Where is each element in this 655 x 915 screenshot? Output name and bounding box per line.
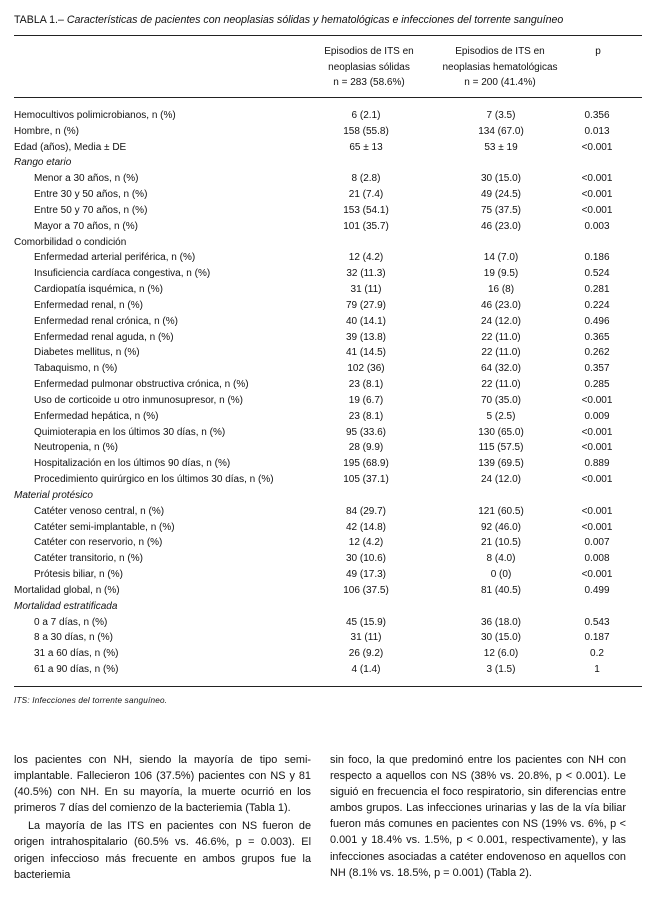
row-label: Procedimiento quirúrgico en los últimos 30 días, n (%) <box>34 474 274 486</box>
table-row <box>14 187 642 203</box>
table-body <box>14 108 642 678</box>
table-row <box>14 298 642 314</box>
cell-hematologic: 8 (4.0) <box>486 553 516 565</box>
body-text-left-column <box>14 752 311 883</box>
cell-solid: 153 (54.1) <box>343 204 389 216</box>
table-row <box>14 282 642 298</box>
cell-hematologic: 53 ± 19 <box>484 141 518 153</box>
cell-solid: 79 (27.9) <box>345 299 387 311</box>
row-label: Catéter venoso central, n (%) <box>34 505 165 517</box>
cell-p-value: <0.001 <box>581 141 613 153</box>
row-label: Enfermedad renal, n (%) <box>34 299 143 311</box>
cell-hematologic: 22 (11.0) <box>481 347 521 359</box>
column-header-solid <box>296 44 442 91</box>
table-row <box>14 377 642 393</box>
cell-p-value: 0.356 <box>584 110 610 121</box>
cell-p-value: 0.187 <box>584 632 610 644</box>
table-top-rule <box>14 35 642 36</box>
table-row <box>14 615 642 631</box>
column-header-line: neoplasias sólidas <box>328 61 410 73</box>
cell-hematologic: 14 (7.0) <box>483 252 519 264</box>
cell-solid: 12 (4.2) <box>348 252 384 264</box>
cell-solid: 102 (36) <box>347 363 385 375</box>
cell-hematologic: 16 (8) <box>487 284 515 296</box>
table-row <box>14 440 642 456</box>
row-label: Comorbilidad o condición <box>14 236 127 248</box>
cell-p-value: 0.003 <box>584 220 610 232</box>
cell-hematologic: 130 (65.0) <box>478 426 524 438</box>
cell-solid: 42 (14.8) <box>345 521 387 533</box>
cell-hematologic: 81 (40.5) <box>480 584 522 596</box>
cell-hematologic: 21 (10.5) <box>480 537 522 549</box>
row-label: Mortalidad global, n (%) <box>14 584 120 596</box>
cell-p-value: 0.499 <box>584 584 610 596</box>
cell-p-value: 0.2 <box>590 648 604 660</box>
table-row <box>14 314 642 330</box>
cell-solid: 84 (29.7) <box>345 505 387 517</box>
column-header-line: p <box>595 46 601 57</box>
row-label: Tabaquismo, n (%) <box>34 363 118 375</box>
cell-hematologic: 30 (15.0) <box>480 173 522 185</box>
cell-solid: 101 (35.7) <box>343 220 389 232</box>
table-row <box>14 551 642 567</box>
table-row <box>14 203 642 219</box>
row-label: Catéter transitorio, n (%) <box>34 553 143 565</box>
column-header-p <box>583 44 613 60</box>
row-label: Prótesis biliar, n (%) <box>34 569 123 581</box>
row-label: Catéter semi-implantable, n (%) <box>34 521 175 533</box>
table-row <box>14 266 642 282</box>
row-label: 8 a 30 días, n (%) <box>34 632 113 644</box>
cell-hematologic: 134 (67.0) <box>478 125 524 137</box>
row-label: Catéter con reservorio, n (%) <box>34 537 163 549</box>
cell-hematologic: 5 (2.5) <box>486 410 516 422</box>
cell-solid: 49 (17.3) <box>345 569 387 581</box>
column-header-line: neoplasias hematológicas <box>442 61 558 73</box>
row-label: Rango etario <box>14 157 72 169</box>
row-label: 0 a 7 días, n (%) <box>34 616 108 628</box>
cell-p-value: 0.281 <box>584 284 610 296</box>
table-row <box>14 108 642 124</box>
table-row <box>14 630 642 646</box>
row-label: Hospitalización en los últimos 90 días, n (%) <box>34 458 231 470</box>
cell-p-value: <0.001 <box>581 189 613 201</box>
cell-hematologic: 46 (23.0) <box>480 299 522 311</box>
cell-hematologic: 115 (57.5) <box>478 442 524 454</box>
cell-solid: 32 (11.3) <box>346 268 386 280</box>
table-row <box>14 330 642 346</box>
row-label: 61 a 90 días, n (%) <box>34 663 119 675</box>
cell-hematologic: 24 (12.0) <box>480 474 522 486</box>
cell-hematologic: 12 (6.0) <box>483 648 519 660</box>
row-label: Uso de corticoide u otro inmunosupresor, n (%) <box>34 394 243 406</box>
cell-hematologic: 22 (11.0) <box>481 379 521 391</box>
cell-solid: 195 (68.9) <box>343 458 389 470</box>
row-label: Edad (años), Media ± DE <box>14 141 127 153</box>
cell-p-value: 0.524 <box>584 268 610 280</box>
cell-hematologic: 7 (3.5) <box>486 110 516 121</box>
cell-p-value: <0.001 <box>581 521 613 533</box>
cell-p-value: <0.001 <box>581 474 613 486</box>
paragraph: los pacientes con NH, siendo la mayoría de tipo semi-implantable. Fallecieron 106 (37.5%) pacientes con NS y 81 (40.5%) con NH. En su mayoría, la muerte ocurrió en los primeros 7 días del comienzo de la bacteriemia (Tabla 1). <box>14 754 311 815</box>
cell-p-value: 0.262 <box>584 347 610 359</box>
row-label: Hemocultivos polimicrobianos, n (%) <box>14 110 176 121</box>
table-footnote: ITS: Infecciones del torrente sanguíneo. <box>14 696 168 705</box>
cell-p-value: <0.001 <box>581 173 613 185</box>
column-header-line: n = 200 (41.4%) <box>464 77 536 88</box>
table-row <box>14 155 642 171</box>
column-header-line: Episodios de ITS en <box>324 46 414 57</box>
cell-hematologic: 139 (69.5) <box>478 458 524 470</box>
column-header-line: Episodios de ITS en <box>455 46 545 57</box>
cell-solid: 65 ± 13 <box>349 141 383 153</box>
body-text-right-column <box>330 752 626 881</box>
table-row <box>14 250 642 266</box>
row-label: Quimioterapia en los últimos 30 días, n (%) <box>34 426 226 438</box>
table-row <box>14 235 642 251</box>
table-row <box>14 456 642 472</box>
cell-hematologic: 92 (46.0) <box>480 521 522 533</box>
table-bottom-rule <box>14 686 642 687</box>
table-row <box>14 409 642 425</box>
cell-hematologic: 19 (9.5) <box>483 268 519 280</box>
cell-solid: 45 (15.9) <box>345 616 387 628</box>
row-label: Insuficiencia cardíaca congestiva, n (%) <box>34 268 211 280</box>
table-row <box>14 124 642 140</box>
cell-hematologic: 3 (1.5) <box>486 663 516 675</box>
table-row <box>14 361 642 377</box>
table-row <box>14 345 642 361</box>
row-label: Menor a 30 años, n (%) <box>34 173 139 185</box>
cell-solid: 40 (14.1) <box>345 315 387 327</box>
cell-p-value: 0.008 <box>584 553 610 565</box>
cell-solid: 106 (37.5) <box>343 584 389 596</box>
cell-hematologic: 22 (11.0) <box>481 331 521 343</box>
row-label: Enfermedad renal aguda, n (%) <box>34 331 174 343</box>
cell-p-value: <0.001 <box>581 442 613 454</box>
cell-p-value: <0.001 <box>581 569 613 581</box>
cell-p-value: 0.496 <box>584 315 610 327</box>
cell-p-value: 0.013 <box>584 125 610 137</box>
table-row <box>14 583 642 599</box>
cell-p-value: 0.009 <box>584 410 610 422</box>
cell-p-value: 0.007 <box>584 537 610 549</box>
cell-solid: 158 (55.8) <box>343 125 389 137</box>
row-label: Entre 50 y 70 años, n (%) <box>34 204 148 216</box>
cell-hematologic: 75 (37.5) <box>480 204 522 216</box>
table-row <box>14 504 642 520</box>
table-row <box>14 567 642 583</box>
row-label: Hombre, n (%) <box>14 125 80 137</box>
cell-hematologic: 64 (32.0) <box>480 363 522 375</box>
cell-solid: 26 (9.2) <box>348 648 384 660</box>
cell-solid: 28 (9.9) <box>348 442 384 454</box>
cell-p-value: 0.285 <box>584 379 610 391</box>
table-row <box>14 535 642 551</box>
cell-p-value: <0.001 <box>581 394 613 406</box>
cell-p-value: 0.889 <box>584 458 610 470</box>
cell-solid: 6 (2.1) <box>351 110 381 121</box>
cell-p-value: <0.001 <box>581 505 613 517</box>
table-row <box>14 425 642 441</box>
cell-solid: 30 (10.6) <box>345 553 387 565</box>
row-label: 31 a 60 días, n (%) <box>34 648 119 660</box>
cell-hematologic: 49 (24.5) <box>480 189 522 201</box>
row-label: Neutropenia, n (%) <box>34 442 118 454</box>
table-title: Características de pacientes con neoplasias sólidas y hematológicas e infecciones del torrente sanguíneo <box>66 14 564 26</box>
row-label: Entre 30 y 50 años, n (%) <box>34 189 148 201</box>
row-label: Enfermedad hepática, n (%) <box>34 410 159 422</box>
cell-p-value: 0.365 <box>584 331 610 343</box>
cell-solid: 31 (11) <box>350 284 382 296</box>
table-row <box>14 520 642 536</box>
row-label: Mortalidad estratificada <box>14 600 118 612</box>
cell-p-value: <0.001 <box>581 426 613 438</box>
row-label: Cardiopatía isquémica, n (%) <box>34 284 163 296</box>
cell-solid: 12 (4.2) <box>348 537 384 549</box>
table-row <box>14 488 642 504</box>
cell-p-value: 0.224 <box>584 299 610 311</box>
cell-hematologic: 24 (12.0) <box>480 315 522 327</box>
cell-solid: 41 (14.5) <box>345 347 387 359</box>
cell-hematologic: 36 (18.0) <box>480 616 522 628</box>
cell-p-value: 0.186 <box>584 252 610 264</box>
table-header-rule <box>14 97 642 98</box>
cell-solid: 19 (6.7) <box>348 394 384 406</box>
cell-hematologic: 30 (15.0) <box>480 632 522 644</box>
row-label: Enfermedad arterial periférica, n (%) <box>34 252 196 264</box>
paragraph: sin foco, la que predominó entre los pacientes con NH con respecto a aquellos con NS (38% vs. 20.8%, p < 0.001). Le siguió en frecuencia el foco respiratorio, sin diferencias entre ambos grupos. Las infecciones urinarias y las de la vía biliar fueron más comunes en pacientes con NS (19% vs. 6%, p < 0.001 y 18.4% vs. 1.5%, p < 0.001, respectivamente), y las infecciones asociadas a catéter endovenoso en aquellos con NH (8.1% vs. 18.5%, p = 0.001) (Tabla 2). <box>330 754 626 879</box>
row-label: Diabetes mellitus, n (%) <box>34 347 140 359</box>
row-label: Enfermedad pulmonar obstructiva crónica, n (%) <box>34 379 249 391</box>
table-row <box>14 393 642 409</box>
cell-solid: 39 (13.8) <box>345 331 387 343</box>
cell-p-value: <0.001 <box>581 204 613 216</box>
cell-p-value: 0.543 <box>584 616 610 628</box>
cell-solid: 105 (37.1) <box>343 474 389 486</box>
column-header-line: n = 283 (58.6%) <box>333 77 405 88</box>
cell-solid: 23 (8.1) <box>348 410 384 422</box>
cell-hematologic: 46 (23.0) <box>480 220 522 232</box>
table-caption <box>14 14 642 27</box>
table-row <box>14 171 642 187</box>
table-row <box>14 140 642 156</box>
cell-hematologic: 0 (0) <box>490 569 512 581</box>
cell-solid: 23 (8.1) <box>348 379 384 391</box>
cell-solid: 95 (33.6) <box>345 426 387 438</box>
row-label: Enfermedad renal crónica, n (%) <box>34 315 178 327</box>
row-label: Material protésico <box>14 489 93 501</box>
table-row <box>14 662 642 678</box>
table-row <box>14 646 642 662</box>
cell-solid: 4 (1.4) <box>351 663 381 675</box>
table-label: TABLA 1.– <box>14 14 64 26</box>
cell-hematologic: 121 (60.5) <box>478 505 524 517</box>
column-header-hematologic <box>430 44 570 91</box>
cell-solid: 21 (7.4) <box>348 189 384 201</box>
table-row <box>14 472 642 488</box>
cell-p-value: 1 <box>594 663 600 675</box>
row-label: Mayor a 70 años, n (%) <box>34 220 138 232</box>
cell-solid: 31 (11) <box>350 632 382 644</box>
cell-solid: 8 (2.8) <box>351 173 381 185</box>
table-row <box>14 599 642 615</box>
cell-p-value: 0.357 <box>584 363 610 375</box>
table-row <box>14 219 642 235</box>
cell-hematologic: 70 (35.0) <box>480 394 522 406</box>
paragraph: La mayoría de las ITS en pacientes con NS fueron de origen intrahospitalario (60.5% vs. 46.6%, p = 0.003). El origen infeccioso más frecuente en ambos grupos fue la bacteriemia <box>14 820 311 881</box>
